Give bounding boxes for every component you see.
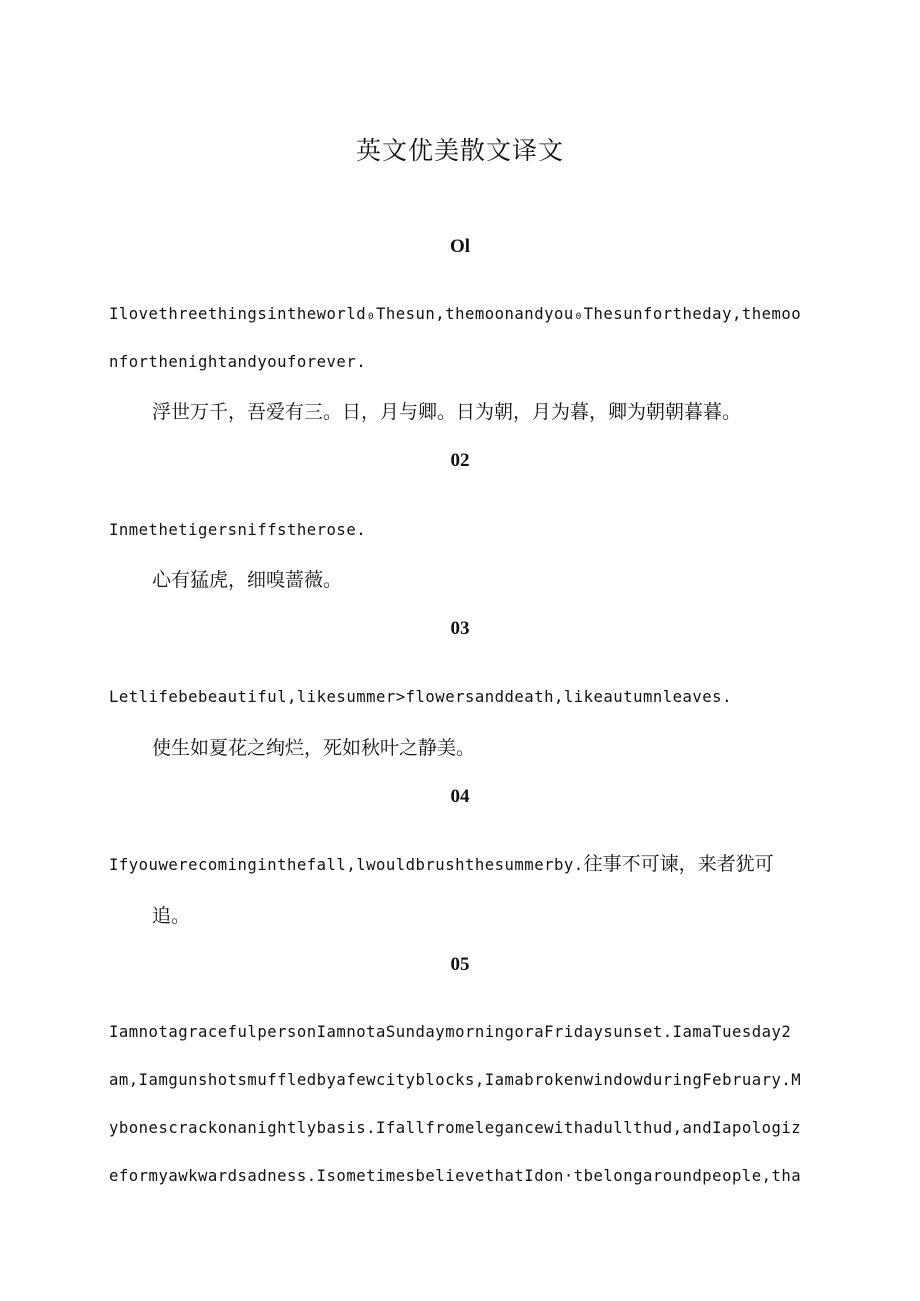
document-title: 英文优美散文译文 — [355, 136, 564, 165]
chinese-translation: 心有猛虎，细嗅蔷薇。 — [152, 569, 343, 591]
section-number: 05 — [450, 954, 470, 975]
english-text — [109, 1008, 811, 1200]
english-line: am,Iamgunshotsmuffledbyafewcityblocks,IamabrokenwindowduringFebruary.M — [109, 1071, 802, 1089]
english-line: eformyawkwardsadness.IsometimesbelievethatIdon·tbelongaroundpeople,tha — [109, 1167, 802, 1185]
english-text — [109, 506, 811, 554]
chinese-translation: 浮世万千，吾爱有三。日，月与卿。日为朝，月为暮，卿为朝朝暮暮。 — [152, 401, 742, 423]
chinese-inline: 往事不可谏，来者犹可 — [583, 853, 774, 875]
section-number: 04 — [450, 786, 470, 807]
section-number: 02 — [450, 450, 470, 471]
english-line: nforthenightandyouforever. — [109, 353, 367, 371]
english-text — [109, 840, 811, 889]
english-line: Letlifebebeautiful,likesummer>flowersanddeath,likeautumnleaves. — [109, 688, 732, 706]
english-line: Ifyouwerecominginthefall,lwouldbrushthesummerby. — [109, 856, 584, 874]
english-line: IamnotagracefulpersonIamnotaSundaymorningoraFridaysunset.IamaTuesday2 — [109, 1023, 792, 1041]
english-line: Inmethetigersniffstherose. — [109, 521, 367, 539]
chinese-translation: 使生如夏花之绚烂，死如秋叶之静美。 — [152, 737, 476, 759]
chinese-translation: 追。 — [152, 905, 191, 927]
english-text — [109, 673, 811, 721]
english-line: ybonescrackonanightlybasis.Ifallfromelegancewithadullthud,andIapologiz — [109, 1119, 802, 1137]
english-text — [109, 290, 811, 386]
section-number: Ol — [449, 236, 471, 257]
english-line: Ilovethreethingsintheworld₀Thesun,themoonandyou₀Thesunfortheday,themoo — [109, 305, 802, 323]
section-number: 03 — [450, 618, 470, 639]
